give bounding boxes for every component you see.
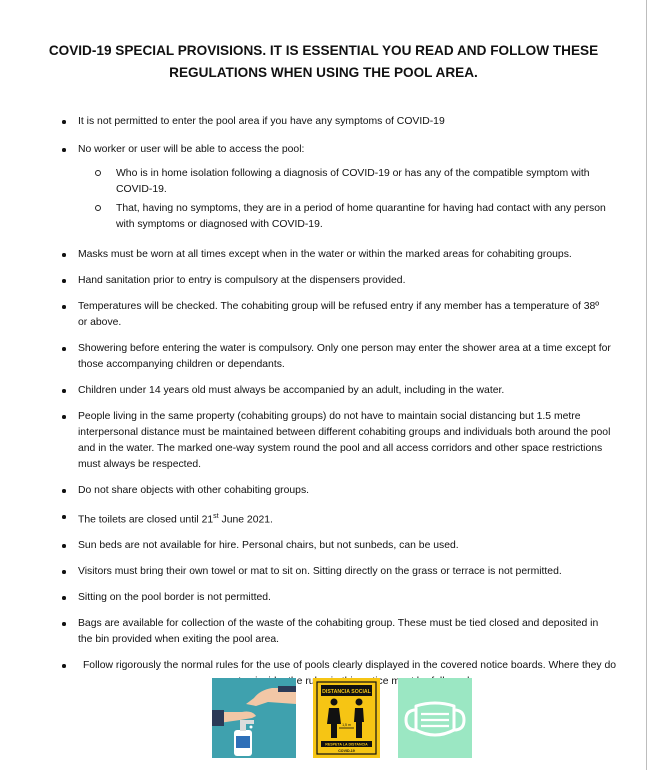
rule-item: Bags are available for collection of the waste of the cohabiting group. These must be tied closed and deposited in the bin provided when exiting the pool area. — [0, 616, 647, 648]
sub-list-item: Who is in home isolation following a diagnosis of COVID-19 or has any of the compatible symptom with COVID-19. — [78, 166, 611, 198]
rules-list — [0, 114, 647, 690]
sign-covid: COVID-19 — [338, 749, 355, 753]
rule-item: Follow rigorously the normal rules for the use of pools clearly displayed in the covered notice boards. Where they do — [0, 658, 647, 690]
rule-item: Visitors must bring their own towel or mat to sit on. Sitting directly on the grass or terrace is not permitted. — [0, 564, 647, 580]
rule-item: Sitting on the pool border is not permitted. — [0, 590, 647, 606]
sub-list — [78, 166, 611, 233]
sign-footer: RESPETA LA DISTANCIA — [325, 742, 368, 747]
rule-item: Do not share objects with other cohabiting groups. — [0, 483, 647, 499]
rule-item: Temperatures will be checked. The cohabiting group will be refused entry if any member has a temperature of 38º or above. — [0, 299, 647, 331]
mask-bg — [398, 678, 472, 758]
rule-item: Children under 14 years old must always be accompanied by an adult, including in the water. — [0, 383, 647, 399]
distance-label: 1,5 m — [342, 723, 351, 727]
face-mask-icon — [398, 678, 472, 758]
sub-list-item: That, having no symptoms, they are in a period of home quarantine for having had contact with any person with symptoms or diagnosed with COVID-19. — [78, 201, 611, 233]
rule-item: People living in the same property (cohabiting groups) do not have to maintain social distancing but 1.5 metre interpersonal distance must be maintained between different cohabiting groups and individuals both around the pool and in the water. The marked one-way system round the pool and all access corridors and other space restrictions must always be respected. — [0, 409, 647, 473]
social-distance-sign — [313, 678, 380, 758]
rule-item: No worker or user will be able to access the pool: Who is in home isolation following a diagnosis of COVID-19 or has any of the compatible symptom with COVID-19. That, having no symptoms, they are in a period of home quarantine for having had contact with any person with symptoms or diagnosed with COVID-19. — [0, 142, 647, 233]
face-mask-image — [398, 678, 472, 758]
rule-item: The toilets are closed until 21st June 2021. — [0, 509, 647, 528]
rule-item: Sun beds are not available for hire. Personal chairs, but not sunbeds, can be used. — [0, 538, 647, 554]
sign-header: DISTANCIA SOCIAL — [322, 689, 371, 695]
rule-item: Hand sanitation prior to entry is compulsory at the dispensers provided. — [0, 273, 647, 289]
social-distance-icon — [313, 678, 380, 758]
illustrations — [212, 678, 472, 758]
hand-sanitizer-image — [212, 678, 296, 758]
rule-item: Masks must be worn at all times except when in the water or within the marked areas for cohabiting groups. — [0, 247, 647, 263]
rule-item: Showering before entering the water is compulsory. Only one person may enter the shower area at a time except for those accompanying children or dependants. — [0, 341, 647, 373]
page-title: COVID-19 SPECIAL PROVISIONS. IT IS ESSENTIAL YOU READ AND FOLLOW THESE REGULATIONS WHEN USING THE POOL AREA. — [48, 43, 599, 80]
rule-item: It is not permitted to enter the pool area if you have any symptoms of COVID-19 — [0, 114, 647, 130]
ordinal-suffix: st — [213, 513, 219, 520]
hand-sanitizer-icon — [212, 678, 296, 758]
